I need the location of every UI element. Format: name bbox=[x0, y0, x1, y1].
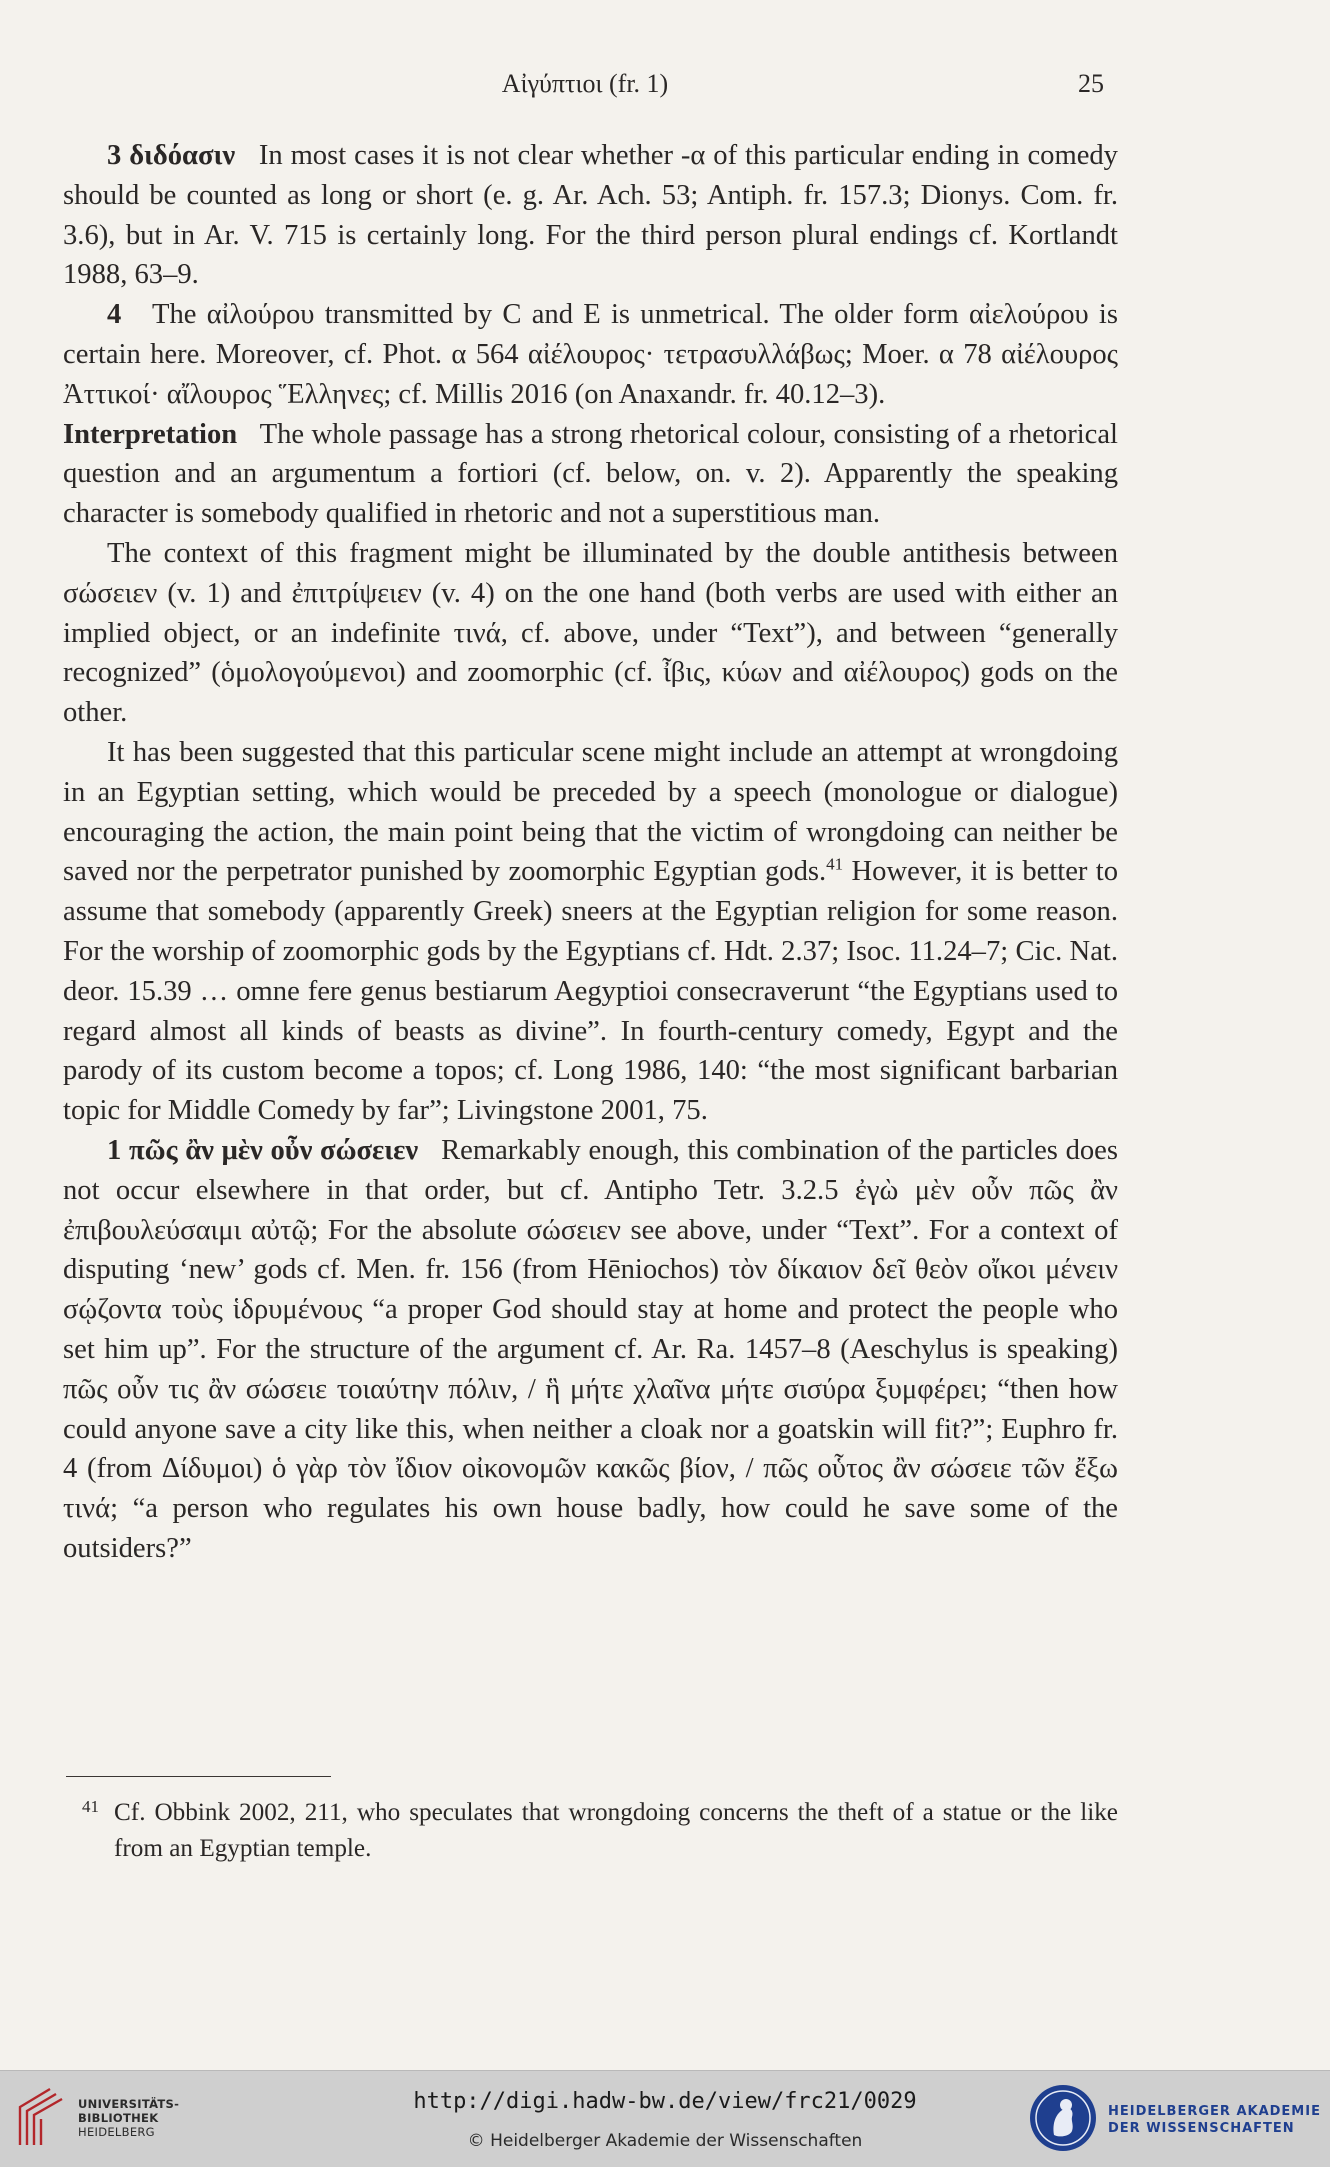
academy-line-1: HEIDELBERGER AKADEMIE bbox=[1108, 2104, 1321, 2119]
footnote-text: Cf. Obbink 2002, 211, who speculates that wrongdoing concerns the theft of a statue or the like from an Egyptian temple. bbox=[114, 1799, 1118, 1862]
footnote-reference[interactable]: 41 bbox=[826, 854, 844, 874]
academy-line-2: DER WISSENSCHAFTEN bbox=[1108, 2121, 1295, 2136]
paragraph-text: It has been suggested that this particular scene might include an attempt at wrongdoing in an Egyptian setting, which would be preceded by a speech (monologue or dialogue) encouraging the action, the main point being that the victim of wrongdoing can neither be saved nor the perpetrator punished by zoomorphic Egyptian gods. bbox=[63, 736, 1118, 888]
hadw-seal-icon[interactable] bbox=[1028, 2083, 1098, 2153]
paragraph-lemma-4 bbox=[63, 295, 1118, 414]
paragraph-interpretation bbox=[63, 415, 1118, 534]
footnote-divider bbox=[66, 1776, 331, 1777]
paragraph-context bbox=[63, 534, 1118, 733]
lemma: 1 πῶς ἂν μὲν οὖν σώσειεν bbox=[107, 1134, 419, 1166]
library-line-3: HEIDELBERG bbox=[78, 2125, 155, 2139]
footnote-number: 41 bbox=[82, 1797, 99, 1816]
library-line-1: UNIVERSITÄTS- bbox=[78, 2097, 180, 2111]
lemma: 3 διδόασιν bbox=[107, 140, 236, 171]
paragraph-text: The αἰλούρου transmitted by C and E is unmetrical. The older form αἰελούρου is certain here. Moreover, cf. Phot. α 564 αἰέλουρος· τετρασυλλάβως; Moer. α 78 αἰέλουρος Ἀττικοί· αἴλουρος Ἕλληνες; cf. Millis 2016 (on Anaxandr. fr. 40.12–3). bbox=[63, 299, 1118, 410]
paragraph-lemma-3 bbox=[63, 136, 1118, 295]
footnote bbox=[82, 1795, 1118, 1867]
academy-name bbox=[1108, 2103, 1321, 2137]
running-title: Αἰγύπτιοι (fr. 1) bbox=[501, 69, 669, 98]
commentary-body bbox=[63, 136, 1118, 1569]
paragraph-text: Remarkably enough, this combination of the particles does not occur elsewhere in that order, but cf. Antipho Tetr. 3.2.5 ἐγὼ μὲν οὖν πῶς ἂν ἐπιβουλεύσαιμι αὐτῷ; For the absolute σώσειεν see above, under “Text”. For a context of disputing ‘new’ gods cf. Men. fr. 156 (from Hēniochos) τὸν δίκαιον δεῖ θεὸν οἴκοι μένειν σῴζοντα τοὺς ἱδρυμένους “a proper God should stay at home and protect the people who set him up”. For the structure of the argument cf. Ar. Ra. 1457–8 (Aeschylus is speaking) πῶς οὖν τις ἂν σώσειε τοιαύτην πόλιν, / ἣ μήτε χλαῖνα μήτε σισύρα ξυμφέρει; “then how could anyone save a city like this, when neither a cloak nor a goatskin will fit?”; Euphro fr. 4 (from Δίδυμοι) ὁ γὰρ τὸν ἴδιον οἰκονομῶν κακῶς βίον, / πῶς οὗτος ἂν σώσειε τῶν ἔξω τινά; “a person who regulates his own house badly, how could he save some of the outsiders?” bbox=[63, 1134, 1118, 1564]
permalink-url[interactable]: http://digi.hadw-bw.de/view/frc21/0029 bbox=[413, 2089, 917, 2114]
page-number: 25 bbox=[1078, 69, 1104, 98]
paragraph-text: The context of this fragment might be illuminated by the double antithesis between σώσειεν (v. 1) and ἐπιτρίψειεν (v. 4) on the one hand (both verbs are used with either an implied object, or an indefinite τινά, cf. above, under “Text”), and between “generally recognized” (ὁμολογούμενοι) and zoomorphic (cf. ἶβις, κύων and αἰέλουρος) gods on the other. bbox=[63, 537, 1118, 729]
paragraph-text: The whole passage has a strong rhetorical colour, consisting of a rhetorical question and an argumentum a fortiori (cf. below, on. v. 2). Apparently the speaking character is somebody qualified in rhetoric and not a superstitious man. bbox=[63, 418, 1119, 530]
paragraph-suggestion bbox=[63, 733, 1118, 1131]
library-line-2: BIBLIOTHEK bbox=[78, 2111, 159, 2125]
viewer-footer bbox=[0, 2070, 1330, 2167]
paragraph-text-continued: However, it is better to assume that somebody (apparently Greek) sneers at the Egyptian religion for some reason. For the worship of zoomorphic gods by the Egyptians cf. Hdt. 2.37; Isoc. 11.24–7; Cic. Nat. deor. 15.39 … omne fere genus bestiarum Aegyptioi consecraverunt “the Egyptians used to regard almost all kinds of beasts as divine”. In fourth-century comedy, Egypt and the parody of its custom become a topos; cf. Long 1986, 140: “the most significant barbarian topic for Middle Comedy by far”; Livingstone 2001, 75. bbox=[63, 856, 1119, 1127]
section-heading: Interpretation bbox=[63, 418, 238, 450]
copyright-notice: © Heidelberger Akademie der Wissenschaften bbox=[467, 2131, 863, 2151]
lemma: 4 bbox=[107, 299, 122, 331]
paragraph-text: In most cases it is not clear whether -α of this particular ending in comedy should be counted as long or short (e. g. Ar. Ach. 53; Antiph. fr. 157.3; Dionys. Com. fr. 3.6), but in Ar. V. 715 is certainly long. For the third person plural endings cf. Kortlandt 1988, 63–9. bbox=[63, 140, 1118, 291]
paragraph-lemma-1 bbox=[63, 1131, 1118, 1569]
